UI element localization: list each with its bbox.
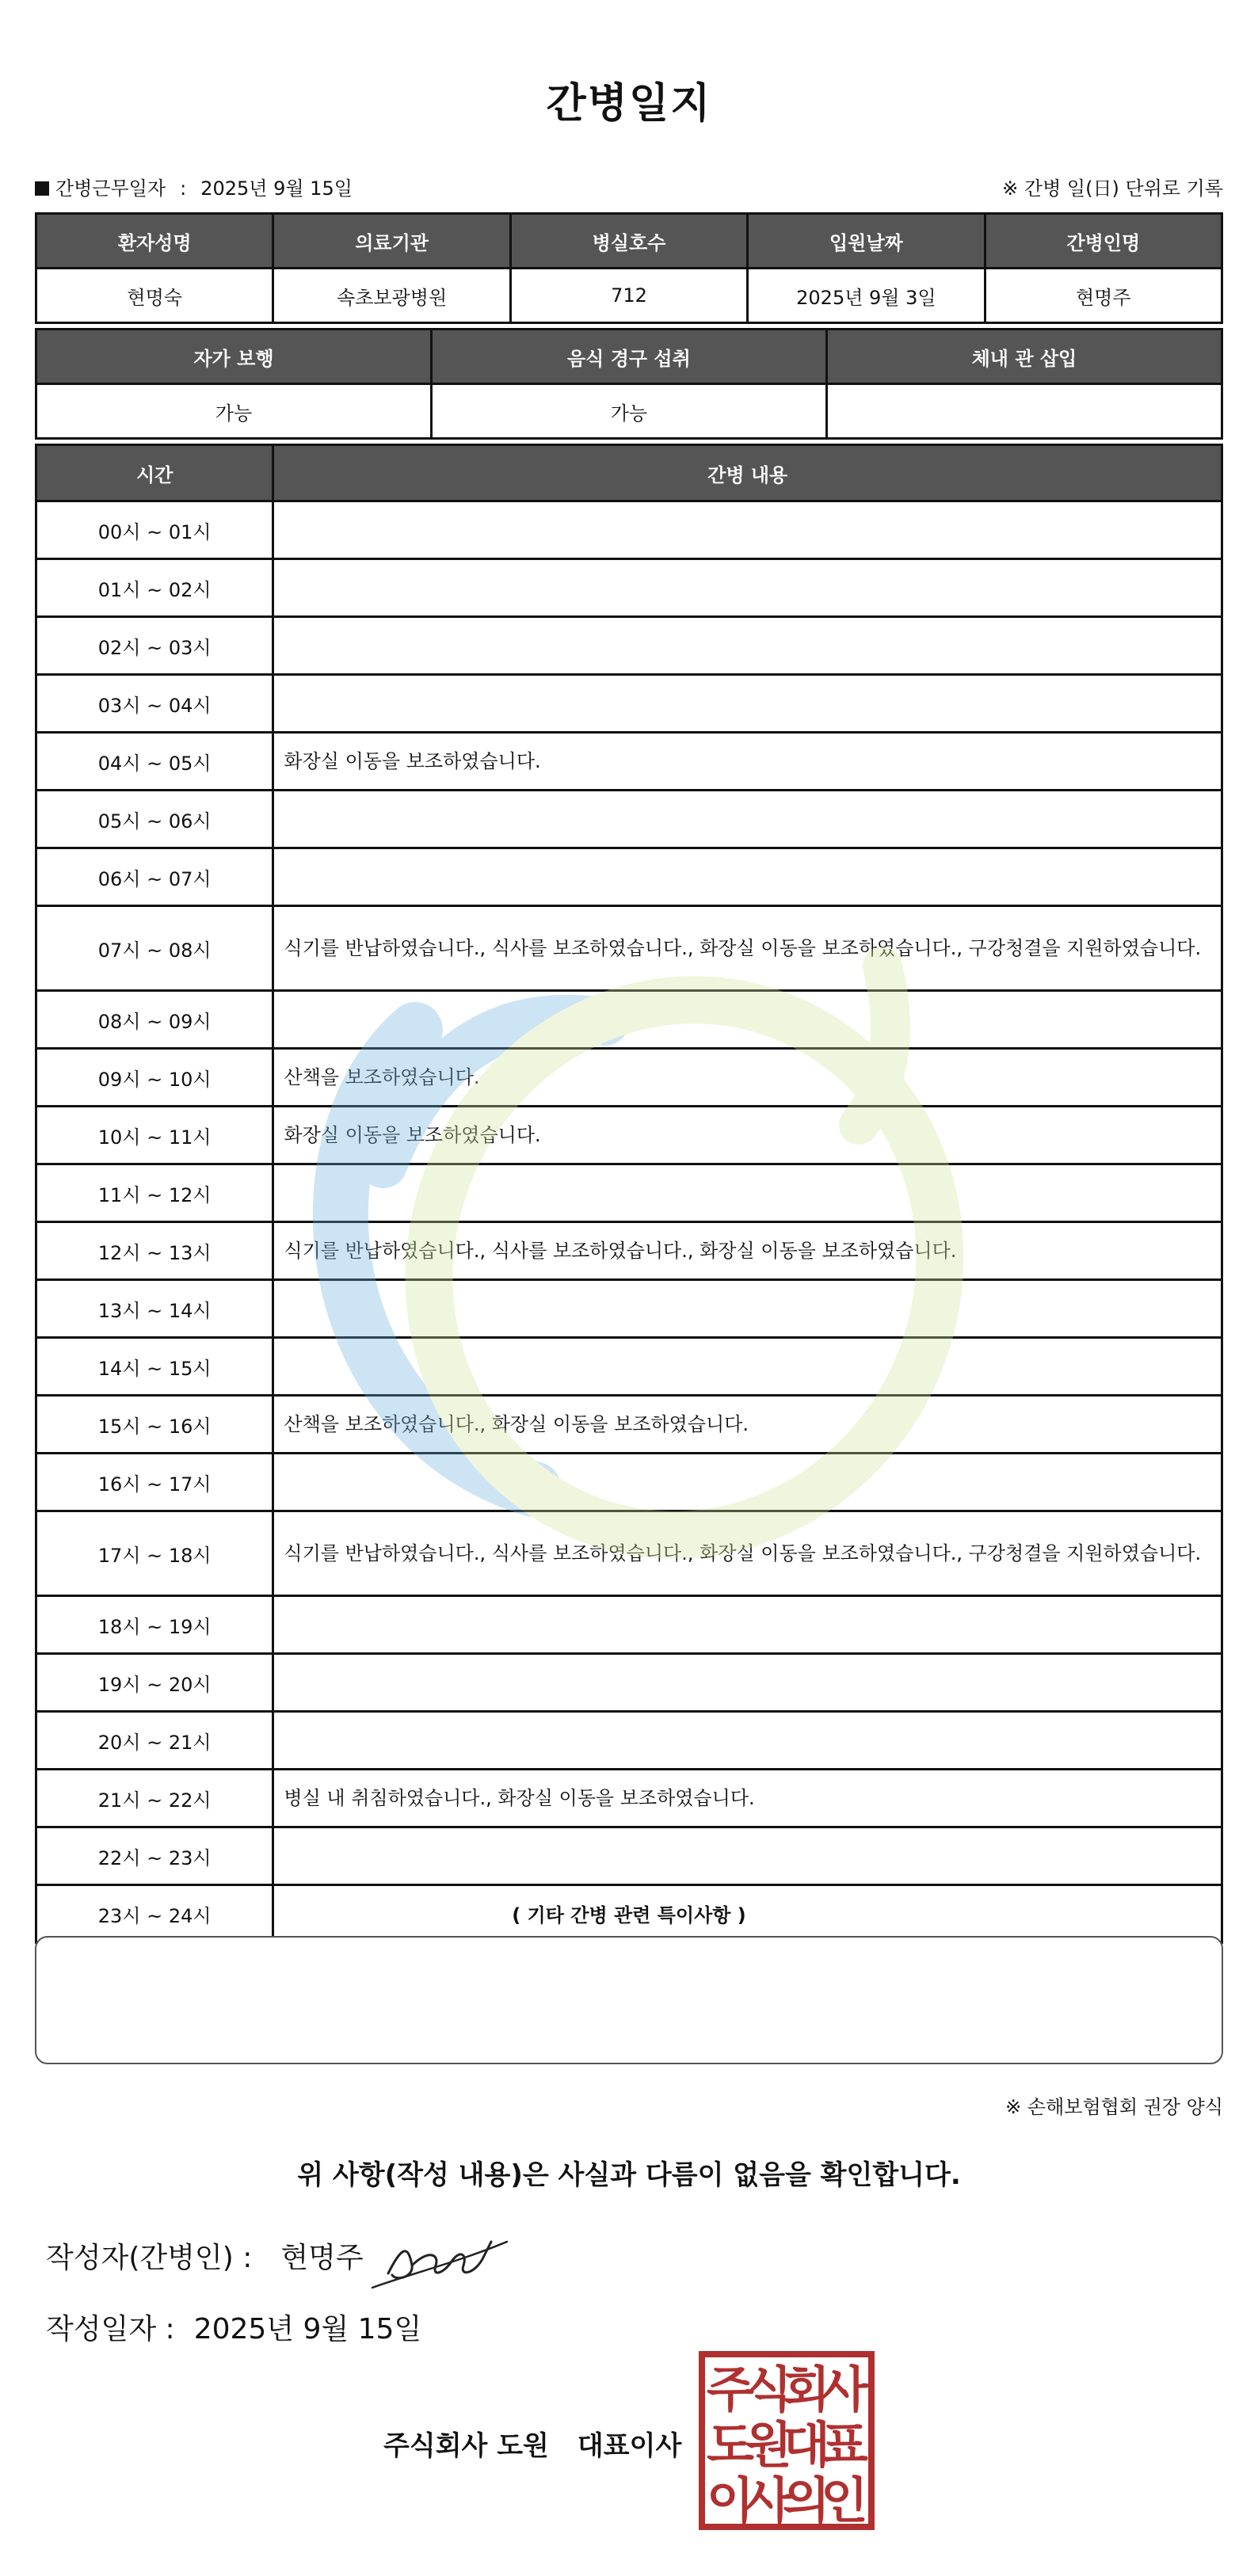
self-walking: 가능 <box>36 384 432 439</box>
svg-text:사: 사 <box>745 2471 792 2529</box>
oral-intake: 가능 <box>431 384 826 439</box>
row-content <box>273 675 1222 733</box>
table-row <box>36 733 1222 791</box>
header-care-content: 간병 내용 <box>273 445 1222 501</box>
table-row <box>36 1454 1222 1511</box>
row-content <box>273 1164 1222 1222</box>
table-row <box>36 1511 1222 1596</box>
table-row <box>36 991 1222 1049</box>
table-row <box>36 791 1222 848</box>
company-line <box>383 2424 681 2463</box>
table-row <box>36 1280 1222 1338</box>
writer-line <box>46 2235 364 2276</box>
written-date-label: 작성일자 : <box>46 2313 175 2345</box>
table-row <box>36 617 1222 675</box>
row-time: 05시 ~ 06시 <box>36 791 273 848</box>
row-content: 식기를 반납하였습니다., 식사를 보조하였습니다., 화장실 이동을 보조하였습니다. <box>273 1222 1222 1280</box>
association-note: ※ 손해보험협회 권장 양식 <box>1005 2096 1223 2118</box>
row-content <box>273 1654 1222 1712</box>
table-row <box>36 1654 1222 1712</box>
row-content: 산책을 보조하였습니다., 화장실 이동을 보조하였습니다. <box>273 1396 1222 1454</box>
company-seal-stamp <box>699 2351 875 2530</box>
row-time: 19시 ~ 20시 <box>36 1654 273 1712</box>
institution: 속초보광병원 <box>273 269 510 323</box>
row-content <box>273 1712 1222 1770</box>
svg-text:의: 의 <box>783 2471 830 2529</box>
row-content <box>273 1827 1222 1885</box>
row-time: 12시 ~ 13시 <box>36 1222 273 1280</box>
row-time: 15시 ~ 16시 <box>36 1396 273 1454</box>
svg-text:대: 대 <box>783 2416 830 2474</box>
caregiver-name: 현명주 <box>985 269 1222 323</box>
row-content: 화장실 이동을 보조하였습니다. <box>273 733 1222 791</box>
work-date-line <box>35 173 353 200</box>
row-content: 산책을 보조하였습니다. <box>273 1049 1222 1107</box>
patient-name: 현명숙 <box>36 269 273 323</box>
written-date-line <box>46 2307 421 2347</box>
hourly-care-log-table <box>35 444 1223 1944</box>
row-content <box>273 1338 1222 1396</box>
row-content <box>273 1280 1222 1338</box>
row-content <box>273 848 1222 906</box>
row-time: 03시 ~ 04시 <box>36 675 273 733</box>
table-row <box>36 906 1222 991</box>
tube-insertion <box>826 384 1222 439</box>
row-time: 10시 ~ 11시 <box>36 1107 273 1164</box>
table-row <box>36 848 1222 906</box>
row-time: 06시 ~ 07시 <box>36 848 273 906</box>
table-row <box>36 1596 1222 1654</box>
header-tube-insertion: 체내 관 삽입 <box>826 330 1222 384</box>
svg-text:주: 주 <box>707 2361 754 2418</box>
row-content: 화장실 이동을 보조하였습니다. <box>273 1107 1222 1164</box>
svg-text:식: 식 <box>745 2361 792 2418</box>
row-content <box>273 617 1222 675</box>
remarks-box[interactable] <box>35 1936 1223 2064</box>
row-content: 병실 내 취침하였습니다., 화장실 이동을 보조하였습니다. <box>273 1770 1222 1827</box>
confirmation-statement: 위 사항(작성 내용)은 사실과 다름이 없음을 확인합니다. <box>297 2159 961 2191</box>
header-oral-intake: 음식 경구 섭취 <box>431 330 826 384</box>
row-time: 16시 ~ 17시 <box>36 1454 273 1511</box>
patient-info-table <box>35 212 1223 324</box>
admission-date: 2025년 9월 3일 <box>748 269 985 323</box>
row-content <box>273 1454 1222 1511</box>
header-institution: 의료기관 <box>273 214 510 269</box>
row-content <box>273 991 1222 1049</box>
table-row <box>36 1770 1222 1827</box>
table-row <box>36 1049 1222 1107</box>
document-title: 간병일지 <box>546 80 712 128</box>
header-room-number: 병실호수 <box>510 214 747 269</box>
table-row <box>36 1712 1222 1770</box>
table-row <box>36 1107 1222 1164</box>
row-time: 17시 ~ 18시 <box>36 1511 273 1596</box>
svg-text:표: 표 <box>821 2416 868 2474</box>
table-row <box>36 559 1222 617</box>
written-date-value: 2025년 9월 15일 <box>193 2313 422 2345</box>
writer-label: 작성자(간병인) : <box>46 2242 253 2274</box>
handwritten-signature <box>364 2218 515 2297</box>
row-time: 11시 ~ 12시 <box>36 1164 273 1222</box>
row-time: 23시 ~ 24시 <box>36 1885 273 1943</box>
row-content: 식기를 반납하였습니다., 식사를 보조하였습니다., 화장실 이동을 보조하였습니다., 구강청결을 지원하였습니다. <box>273 906 1222 991</box>
row-time: 14시 ~ 15시 <box>36 1338 273 1396</box>
svg-text:이: 이 <box>707 2471 754 2529</box>
row-content <box>273 1596 1222 1654</box>
svg-text:인: 인 <box>821 2471 868 2529</box>
work-date-value: 2025년 9월 15일 <box>200 177 353 200</box>
remarks-label: ( 기타 간병 관련 특이사항 ) <box>512 1904 746 1926</box>
table-row <box>36 1827 1222 1885</box>
row-time: 02시 ~ 03시 <box>36 617 273 675</box>
table-row <box>36 1338 1222 1396</box>
patient-status-table <box>35 328 1223 440</box>
room-number: 712 <box>510 269 747 323</box>
row-time: 01시 ~ 02시 <box>36 559 273 617</box>
header-self-walking: 자가 보행 <box>36 330 432 384</box>
header-admission-date: 입원날짜 <box>748 214 985 269</box>
care-log-document <box>35 0 1223 2576</box>
row-content <box>273 559 1222 617</box>
row-time: 08시 ~ 09시 <box>36 991 273 1049</box>
header-patient-name: 환자성명 <box>36 214 273 269</box>
company-name: 주식회사 도원 <box>383 2430 549 2462</box>
table-row <box>36 1164 1222 1222</box>
row-time: 22시 ~ 23시 <box>36 1827 273 1885</box>
row-time: 04시 ~ 05시 <box>36 733 273 791</box>
work-date-label: 간병근무일자 <box>55 177 166 200</box>
row-time: 09시 ~ 10시 <box>36 1049 273 1107</box>
header-time: 시간 <box>36 445 273 501</box>
row-content <box>273 791 1222 848</box>
table-row <box>36 1222 1222 1280</box>
row-time: 20시 ~ 21시 <box>36 1712 273 1770</box>
writer-name: 현명주 <box>280 2242 364 2274</box>
row-time: 13시 ~ 14시 <box>36 1280 273 1338</box>
unit-note: ※ 간병 일(日) 단위로 기록 <box>1002 177 1223 200</box>
row-content: 식기를 반납하였습니다., 식사를 보조하였습니다., 화장실 이동을 보조하였습니다., 구강청결을 지원하였습니다. <box>273 1511 1222 1596</box>
row-content <box>273 501 1222 559</box>
row-time: 07시 ~ 08시 <box>36 906 273 991</box>
row-time: 21시 ~ 22시 <box>36 1770 273 1827</box>
svg-text:원: 원 <box>745 2416 792 2474</box>
table-row <box>36 501 1222 559</box>
square-bullet-icon <box>35 181 49 196</box>
table-row <box>36 675 1222 733</box>
header-caregiver-name: 간병인명 <box>985 214 1222 269</box>
company-title: 대표이사 <box>577 2430 682 2462</box>
svg-text:사: 사 <box>821 2361 868 2418</box>
work-date-colon: : <box>180 177 187 200</box>
row-time: 00시 ~ 01시 <box>36 501 273 559</box>
svg-text:도: 도 <box>707 2416 754 2474</box>
svg-text:회: 회 <box>783 2361 830 2418</box>
row-time: 18시 ~ 19시 <box>36 1596 273 1654</box>
table-row <box>36 1396 1222 1454</box>
